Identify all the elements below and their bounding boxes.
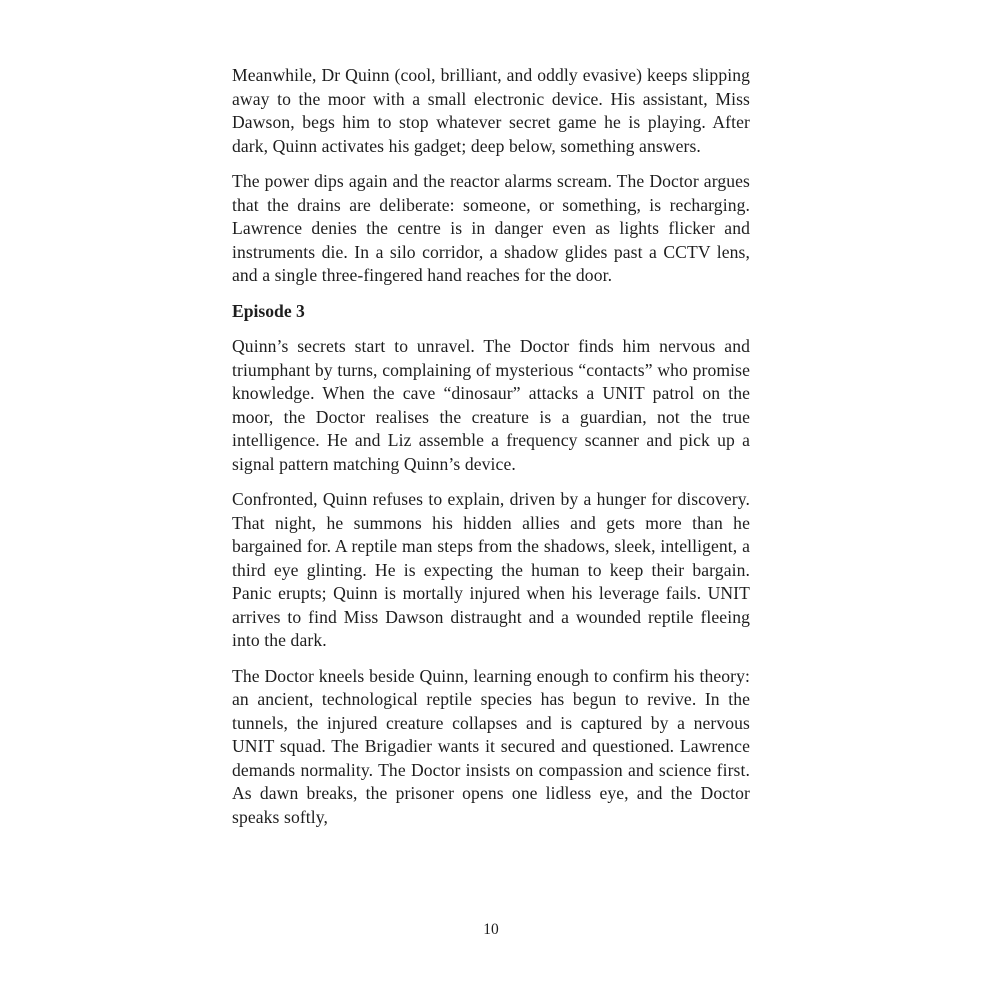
page-number: 10 [483,921,499,938]
paragraph-2: The power dips again and the reactor alarms scream. The Doctor argues that the drains are deliberate: someone, or something, is recharging. Lawrence denies the centre is in danger even as lights flicker and instruments die. In a silo corridor, a shadow glides past a CCTV lens, and a single three-fingered hand reaches for the door. [232,171,750,285]
paragraph-4: Confronted, Quinn refuses to explain, driven by a hunger for discovery. That night, he summons his hidden allies and gets more than he bargained for. A reptile man steps from the shadows, sleek, intelligent, a third eye glinting. He is expecting the human to keep their bargain. Panic erupts; Quinn is mortally injured when his leverage fails. UNIT arrives to find Miss Dawson distraught and a wounded reptile fleeing into the dark. [232,489,750,650]
paragraph-5: The Doctor kneels beside Quinn, learning enough to confirm his theory: an ancient, technological reptile species has begun to revive. In the tunnels, the injured creature collapses and is captured by a nervous UNIT squad. The Brigadier wants it secured and questioned. Lawrence demands normality. The Doctor insists on compassion and science first. As dawn breaks, the prisoner opens one lidless eye, and the Doctor speaks softly, [232,665,750,827]
text-block [232,64,750,829]
paragraph-3: Quinn’s secrets start to unravel. The Doctor finds him nervous and triumphant by turns, complaining of mysterious “contacts” who promise knowledge. When the cave “dinosaur” attacks a UNIT patrol on the moor, the Doctor realises the creature is a guardian, not the true intelligence. He and Liz assemble a frequency scanner and pick up a signal pattern matching Quinn’s device. [232,336,750,474]
paragraph-1: Meanwhile, Dr Quinn (cool, brilliant, and oddly evasive) keeps slipping away to the moor with a small electronic device. His assistant, Miss Dawson, begs him to stop whatever secret game he is playing. After dark, Quinn activates his gadget; deep below, something answers. [232,65,750,156]
section-heading-episode-3: Episode 3 [232,300,305,321]
